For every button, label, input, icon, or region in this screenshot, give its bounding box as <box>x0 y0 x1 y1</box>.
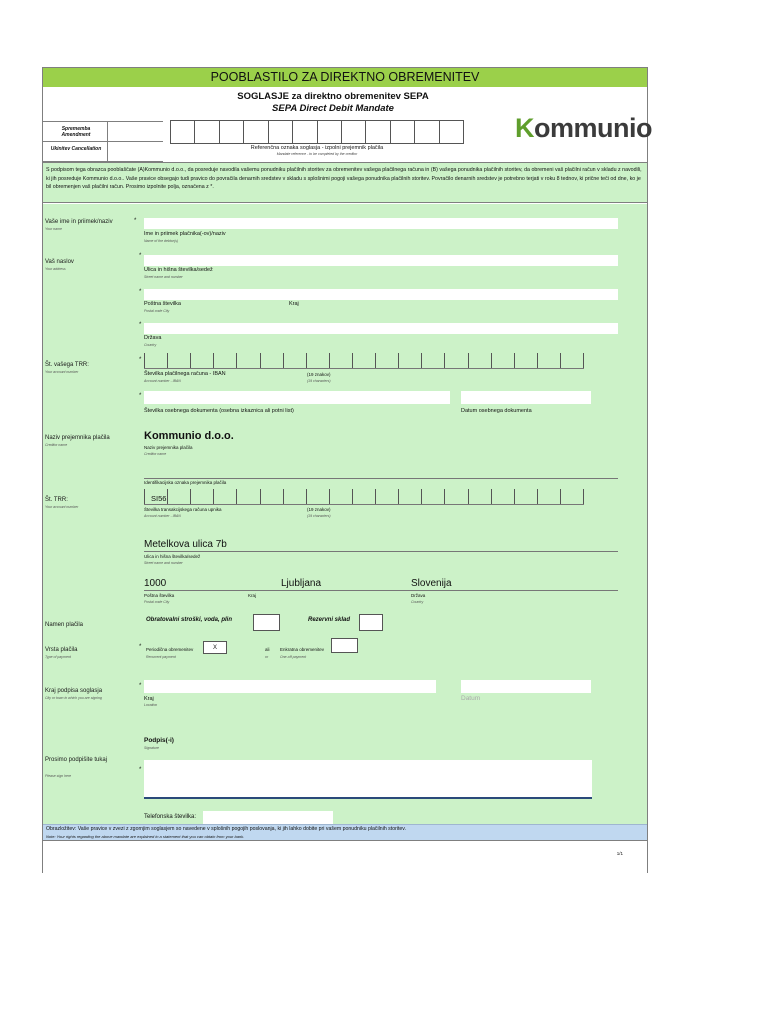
creditor-trr-label: Št. TRR: <box>45 497 68 503</box>
or-label-en: or <box>265 655 269 659</box>
creditor-city-caption: Kraj <box>248 593 257 598</box>
name-caption: Ime in priimek plačnika(-ov)/naziv <box>144 231 226 237</box>
form-title: POOBLASTILO ZA DIREKTNO OBREMENITEV <box>43 68 647 88</box>
amendment-row <box>43 122 163 142</box>
name-label: Vaše ime in priimek/naziv <box>45 219 113 225</box>
creditor-iban-boxes <box>144 489 584 504</box>
cancellation-checkbox[interactable] <box>107 142 164 161</box>
signature-caption-en: Signature <box>144 746 159 750</box>
phone-label: Telefonska številka: <box>144 814 197 820</box>
address-label: Vaš naslov <box>45 259 74 265</box>
amendment-label: Sprememba Amendment <box>61 126 91 138</box>
creditor-postal-caption-en: Postal code City <box>144 600 170 604</box>
address-label-en: Your address <box>45 267 66 271</box>
reference-label: Referenčna oznaka soglasja - izpolni prejemnik plačila <box>250 145 384 151</box>
signature-caption: Podpis(-i) <box>144 737 174 744</box>
creditor-label: Naziv prejemnika plačila <box>45 435 110 441</box>
id-date-caption: Datum osebnega dokumenta <box>461 408 532 414</box>
date-placeholder: Datum <box>461 695 481 702</box>
sign-here-label-en: Please sign here <box>45 774 72 778</box>
place-caption-en: Location <box>144 703 158 707</box>
creditor-iban-value: SI56 <box>151 494 167 503</box>
postal-caption-en: Postal code City <box>144 309 170 313</box>
form-body: Vaše ime in priimek/naziv Your name * Ime in priimek plačnika(-ov)/naziv Name of the debtor(s) Vaš naslov Your address * Ulica in hišna številka/sedež Street name and number * Poštna številka Kraj Postal code City * Država Country Št. vašega TRR: Your account number * Številka plačilnega računa - IBAN Account number - IBAN (19 znakov) (19 characters) * Številka osebnega dokumenta (osebna izkaznica ali potni list) Datum osebnega dokumenta Naziv prejemnika plačila Creditor name Kommunio d.o.o. Naziv prejemnika plačila Creditor name Identifikacijska oznaka prejemnika plačila Št. TRR: Your account number SI56 Številka transakcijskega računa upnika Account number - IBAN (19 znakov) (19 characters) Metelkova ulica 7b Ulica in hišna številka/sedež Street name and number 1000 Ljubljana Slovenija Poštna številka Kraj Država Postal code City Country Namen plačila Obratovalni stroški, voda, plin Rezervni sklad Vrsta plačila Type of payment * Periodična obremenitev Recurrent payment X ali or Enkratna obremenitev One-off payment Kraj podpisa soglasja City or town in which you are signing * Kraj Location Datum Podpis(-i) Signature Prosimo podpišite tukaj Please sign here * Telefonska številka: <box>43 204 647 824</box>
form-subtitle-en: SEPA Direct Debit Mandate <box>272 103 394 114</box>
creditor-country-caption: Država <box>411 593 426 598</box>
purpose-reserve-fund-checkbox[interactable] <box>359 614 383 631</box>
recurrent-label: Periodična obremenitev <box>146 647 194 652</box>
creditor-chars-caption: (19 znakov) <box>307 507 331 512</box>
purpose-utilities-checkbox[interactable] <box>253 614 280 631</box>
trr-label-en: Your account number <box>45 370 79 374</box>
cancellation-row <box>43 142 163 162</box>
sign-here-label: Prosimo podpišite tukaj <box>45 757 108 763</box>
country-input[interactable] <box>144 323 618 334</box>
creditor-iban-caption: Številka transakcijskega računa upnika <box>144 507 222 512</box>
name-input[interactable] <box>144 218 618 229</box>
creditor-street-caption: Ulica in hišna številka/sedež <box>144 554 201 559</box>
iban-input-boxes[interactable] <box>144 353 584 368</box>
place-label-en: City or town in which you are signing <box>45 696 102 700</box>
footer-note-en: Note: Your rights regarding the above mandate are explained in a statement that you can obtain from your bank. <box>46 834 245 839</box>
form-header <box>43 87 652 163</box>
footer-note <box>43 824 647 840</box>
street-caption-en: Street name and number <box>144 275 183 279</box>
signature-box[interactable] <box>144 760 592 799</box>
city-caption: Kraj <box>289 301 299 307</box>
trr-label: Št. vašega TRR: <box>45 362 89 368</box>
payment-type-label: Vrsta plačila <box>45 647 78 653</box>
form-subtitle: SOGLASJE za direktno obremenitev SEPA <box>237 91 429 102</box>
purpose-reserve-fund-label: Rezervni sklad <box>308 617 351 623</box>
kommunio-logo: Kommunio <box>515 113 652 143</box>
amendment-checkbox[interactable] <box>107 122 164 141</box>
oneoff-label-en: One-off payment <box>280 655 307 659</box>
place-label: Kraj podpisa soglasja <box>45 688 103 694</box>
creditor-trr-label-en: Your account number <box>45 505 79 509</box>
street-caption: Ulica in hišna številka/sedež <box>144 267 213 273</box>
page-number: 1/1 <box>616 851 623 856</box>
oneoff-label: Enkratna obremenitev <box>280 647 325 652</box>
iban-caption: Številka plačilnega računa - IBAN <box>144 371 226 377</box>
form-bottom <box>43 840 647 873</box>
country-caption-en: Country <box>144 343 157 347</box>
reference-label-en: Mandate reference - to be completed by the creditor <box>276 152 358 156</box>
cancellation-label: Ukinitev Cancellation <box>50 146 102 152</box>
street-input[interactable] <box>144 255 618 266</box>
id-document-input[interactable] <box>144 391 450 404</box>
chars-caption-en: (19 characters) <box>307 379 331 383</box>
purpose-label: Namen plačila <box>45 622 84 628</box>
creditor-postal-caption: Poštna številka <box>144 593 175 598</box>
creditor-id-caption: Identifikacijska oznaka prejemnika plačila <box>144 480 227 485</box>
postal-city-input[interactable] <box>144 289 618 300</box>
creditor-caption: Naziv prejemnika plačila <box>144 445 193 450</box>
postal-caption: Poštna številka <box>144 301 181 307</box>
creditor-caption-en: Creditor name <box>144 452 167 456</box>
creditor-city: Ljubljana <box>281 578 322 589</box>
creditor-iban-caption-en: Account number - IBAN <box>144 514 181 518</box>
iban-caption-en: Account number - IBAN <box>144 379 181 383</box>
place-input[interactable] <box>144 680 436 693</box>
chars-caption: (19 znakov) <box>307 372 331 377</box>
mandate-form <box>42 67 652 873</box>
creditor-street: Metelkova ulica 7b <box>144 539 227 550</box>
creditor-postal: 1000 <box>144 578 167 589</box>
country-caption: Država <box>144 335 162 341</box>
creditor-chars-caption-en: (19 characters) <box>307 514 331 518</box>
phone-input[interactable] <box>203 811 333 824</box>
creditor-street-caption-en: Street name and number <box>144 561 183 565</box>
creditor-label-en: Creditor name <box>45 443 68 447</box>
place-caption: Kraj <box>144 696 154 702</box>
name-caption-en: Name of the debtor(s) <box>144 239 179 243</box>
payment-type-label-en: Type of payment <box>45 655 71 659</box>
mandate-reference-boxes[interactable] <box>170 120 464 144</box>
name-label-en: Your name <box>45 227 62 231</box>
id-date-input[interactable] <box>461 391 591 404</box>
oneoff-checkbox[interactable] <box>331 638 358 653</box>
id-document-caption: Številka osebnega dokumenta (osebna izkaznica ali potni list) <box>144 408 294 414</box>
or-label: ali <box>265 647 270 652</box>
creditor-country: Slovenija <box>411 578 452 589</box>
footer-note-text: Obrazložitev: Vaše pravice v zvezi z zgornjim soglasjem so navedene v splošnih pogojih poslovanja, ki jih lahko dobite pri vašem ponudniku plačilnih storitev. <box>46 826 406 832</box>
recurrent-checkbox[interactable]: X <box>203 641 227 654</box>
intro-text: S podpisom tega obrazca pooblaščate (A)Kommunio d.o.o., da posreduje navodila vašemu ponudniku plačilnih storitev za obremenitev vašega plačilnega računa in (B) vašega ponudnika plačilnih storitev, da obremeni vaš plačilni račun v skladu z navodili, ki jih posreduje Kommunio d.o.o.. Vaše pravice obsegajo tudi pravico do povračila denarnih sredstev v skladu s splošnimi pogoji vašega ponudnika plačilnih storitev. Povračilo denarnih sredstev je potrebno terjati v roku 8 tednov, ki prične teči od dne, ko je bil obremenjen vaš plačilni račun. Prosimo izpolnite polja, označena z *. <box>43 163 647 203</box>
amendment-table <box>43 121 163 163</box>
date-input[interactable] <box>461 680 591 693</box>
recurrent-label-en: Recurrent payment <box>146 655 176 659</box>
purpose-utilities-label: Obratovalni stroški, voda, plin <box>146 617 233 623</box>
creditor-name: Kommunio d.o.o. <box>144 430 234 442</box>
creditor-country-caption-en: Country <box>411 600 424 604</box>
